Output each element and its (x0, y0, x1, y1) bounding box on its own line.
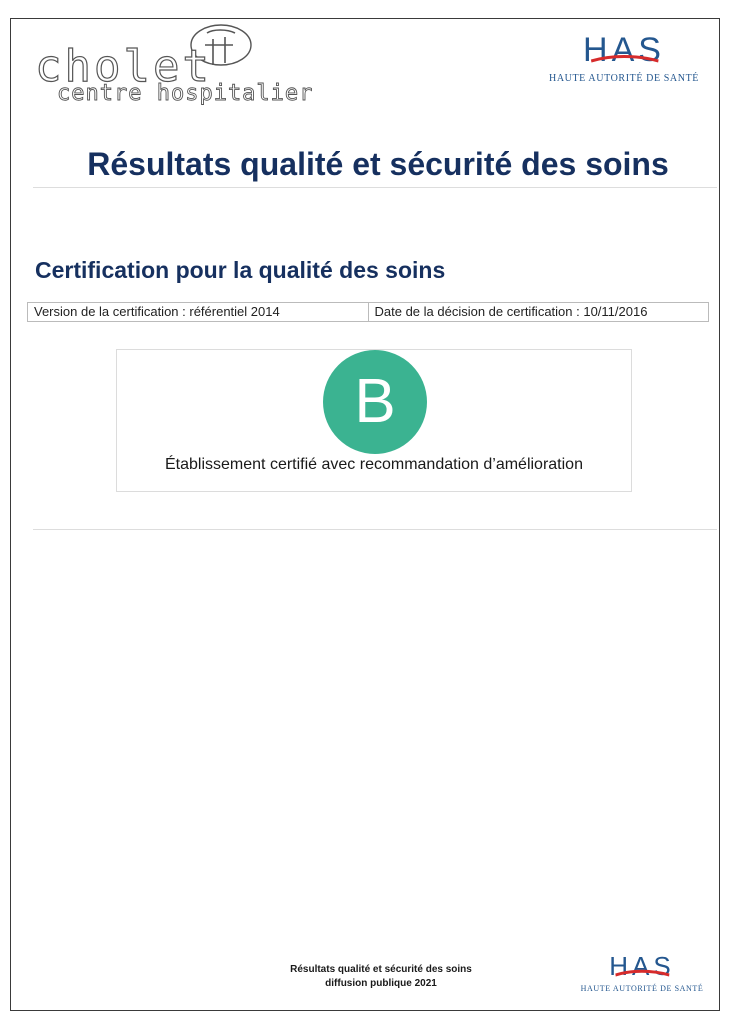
cholet-hospital-logo (33, 23, 314, 113)
certification-result-box (116, 349, 632, 492)
certification-grade-label: Établissement certifié avec recommandation d’amélioration (165, 456, 583, 473)
footer-line-1: Résultats qualité et sécurité des soins (290, 964, 472, 975)
has-logo-mark (609, 953, 674, 979)
document-page (10, 18, 720, 1011)
has-logo-letters: HAS (609, 951, 675, 981)
title-divider (33, 187, 717, 188)
certification-version: Version de la certification : référentiel 2014 (34, 304, 280, 319)
has-logo-caption: HAUTE AUTORITÉ DE SANTÉ (549, 73, 699, 84)
page-footer (211, 963, 551, 991)
cholet-logo-word: cholet (35, 41, 212, 92)
page-title: Résultats qualité et sécurité des soins (87, 146, 669, 182)
has-swoosh-icon (583, 53, 665, 65)
has-logo-mark (583, 33, 665, 67)
has-logo-caption: HAUTE AUTORITÉ DE SANTÉ (580, 984, 704, 993)
certification-info-row (27, 302, 709, 322)
has-logo-header (539, 33, 709, 84)
footer-line-2: diffusion publique 2021 (325, 978, 437, 989)
certification-decision-date: Date de la décision de certification : 10/11/2016 (368, 303, 709, 321)
cholet-logo-subtitle: centre hospitalier (57, 81, 314, 106)
has-logo-footer (577, 953, 707, 993)
section-divider (33, 529, 717, 530)
has-logo-letters: HAS (583, 31, 665, 69)
has-swoosh-icon (609, 968, 674, 978)
certification-grade-badge: B (323, 350, 427, 454)
certification-heading: Certification pour la qualité des soins (35, 257, 446, 283)
